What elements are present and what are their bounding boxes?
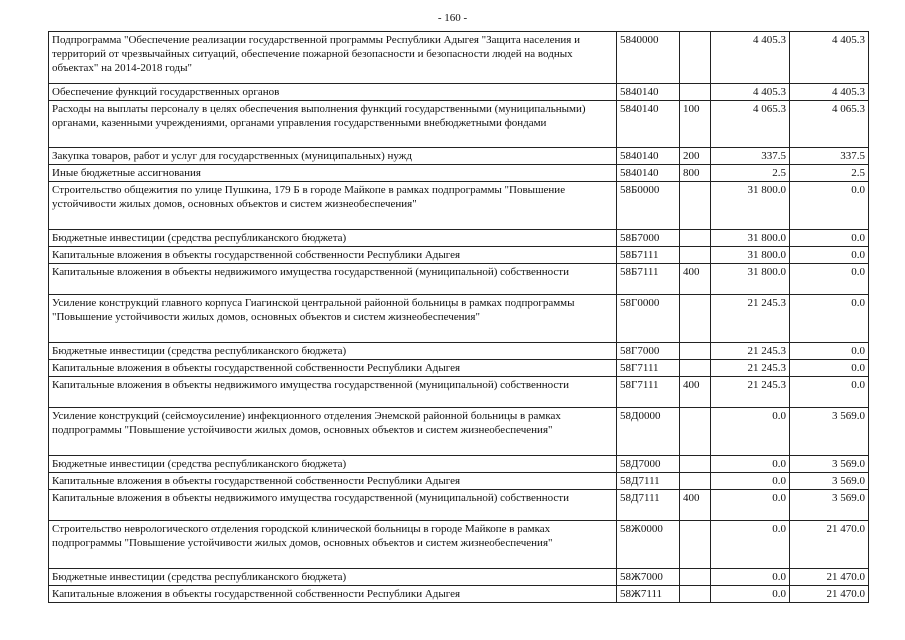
row-amount-year2: 4 405.3: [790, 32, 869, 84]
row-name: Капитальные вложения в объекты недвижимого имущества государственной (муниципальной) собственности: [49, 264, 617, 295]
row-amount-year1: 0.0: [711, 569, 790, 586]
table-row: [49, 569, 869, 586]
row-amount-year2: 0.0: [790, 343, 869, 360]
table-row: [49, 408, 869, 456]
row-amount-year2: 2.5: [790, 165, 869, 182]
row-amount-year2: 21 470.0: [790, 569, 869, 586]
row-amount-year2: 0.0: [790, 230, 869, 247]
table-row: [49, 360, 869, 377]
row-amount-year2: 0.0: [790, 377, 869, 408]
row-code: 5840140: [617, 148, 680, 165]
row-code: 58Г7111: [617, 377, 680, 408]
row-amount-year1: 21 245.3: [711, 295, 790, 343]
row-amount-year1: 31 800.0: [711, 247, 790, 264]
row-amount-year2: 337.5: [790, 148, 869, 165]
row-code: 58Б0000: [617, 182, 680, 230]
row-expense-type: [680, 295, 711, 343]
table-row: [49, 377, 869, 408]
row-amount-year1: 31 800.0: [711, 182, 790, 230]
row-expense-type: [680, 473, 711, 490]
row-amount-year1: 31 800.0: [711, 264, 790, 295]
table-row: [49, 32, 869, 84]
row-name: Капитальные вложения в объекты государственной собственности Республики Адыгея: [49, 586, 617, 603]
row-amount-year2: 0.0: [790, 182, 869, 230]
table-row: [49, 490, 869, 521]
row-expense-type: 100: [680, 101, 711, 148]
table-row: [49, 343, 869, 360]
row-name: Усиление конструкций (сейсмоусиление) инфекционного отделения Энемской районной больницы в рамках подпрограммы "Повышение устойчивости жилых домов, основных объектов и систем жизнеобеспечения": [49, 408, 617, 456]
row-name: Капитальные вложения в объекты недвижимого имущества государственной (муниципальной) собственности: [49, 377, 617, 408]
row-amount-year1: 0.0: [711, 490, 790, 521]
row-name: Капитальные вложения в объекты государственной собственности Республики Адыгея: [49, 473, 617, 490]
row-expense-type: 400: [680, 377, 711, 408]
row-expense-type: [680, 586, 711, 603]
row-name: Строительство неврологического отделения городской клинической больницы в городе Майкопе в рамках подпрограммы "Повышение устойчивости жилых домов, основных объектов и систем жизнеобеспечения": [49, 521, 617, 569]
row-code: 58Г0000: [617, 295, 680, 343]
row-amount-year2: 3 569.0: [790, 408, 869, 456]
row-amount-year1: 2.5: [711, 165, 790, 182]
row-name: Закупка товаров, работ и услуг для государственных (муниципальных) нужд: [49, 148, 617, 165]
row-amount-year2: 0.0: [790, 295, 869, 343]
row-name: Иные бюджетные ассигнования: [49, 165, 617, 182]
row-amount-year1: 0.0: [711, 408, 790, 456]
row-amount-year1: 21 245.3: [711, 343, 790, 360]
row-expense-type: [680, 343, 711, 360]
row-amount-year2: 0.0: [790, 247, 869, 264]
table-row: [49, 295, 869, 343]
table-row: [49, 101, 869, 148]
row-expense-type: [680, 247, 711, 264]
row-code: 58Б7111: [617, 247, 680, 264]
page-number: - 160 -: [437, 12, 468, 24]
row-name: Подпрограмма "Обеспечение реализации государственной программы Республики Адыгея "Защита населения и территорий от чрезвычайных ситуаций, обеспечение пожарной безопасности и безопасности людей на водных объектах" на 2014-2018 годы": [49, 32, 617, 84]
row-amount-year1: 4 065.3: [711, 101, 790, 148]
row-expense-type: 400: [680, 264, 711, 295]
row-code: 5840140: [617, 165, 680, 182]
row-amount-year1: 31 800.0: [711, 230, 790, 247]
table-row: [49, 456, 869, 473]
row-amount-year2: 21 470.0: [790, 521, 869, 569]
row-code: 5840000: [617, 32, 680, 84]
row-amount-year2: 3 569.0: [790, 473, 869, 490]
row-expense-type: 400: [680, 490, 711, 521]
row-name: Бюджетные инвестиции (средства республиканского бюджета): [49, 230, 617, 247]
row-code: 58Д7111: [617, 473, 680, 490]
row-amount-year1: 337.5: [711, 148, 790, 165]
row-code: 5840140: [617, 101, 680, 148]
row-amount-year2: 3 569.0: [790, 490, 869, 521]
row-expense-type: [680, 230, 711, 247]
row-code: 58Ж7111: [617, 586, 680, 603]
table-row: [49, 84, 869, 101]
row-expense-type: 800: [680, 165, 711, 182]
row-expense-type: [680, 569, 711, 586]
row-name: Бюджетные инвестиции (средства республиканского бюджета): [49, 456, 617, 473]
row-amount-year2: 0.0: [790, 264, 869, 295]
row-amount-year1: 0.0: [711, 456, 790, 473]
row-name: Обеспечение функций государственных органов: [49, 84, 617, 101]
row-code: 58Д0000: [617, 408, 680, 456]
row-expense-type: [680, 182, 711, 230]
row-code: 5840140: [617, 84, 680, 101]
row-amount-year2: 4 065.3: [790, 101, 869, 148]
table-row: [49, 230, 869, 247]
row-expense-type: [680, 456, 711, 473]
row-name: Бюджетные инвестиции (средства республиканского бюджета): [49, 569, 617, 586]
table-row: [49, 182, 869, 230]
row-amount-year2: 4 405.3: [790, 84, 869, 101]
row-name: Бюджетные инвестиции (средства республиканского бюджета): [49, 343, 617, 360]
row-amount-year2: 21 470.0: [790, 586, 869, 603]
row-code: 58Г7000: [617, 343, 680, 360]
row-amount-year1: 0.0: [711, 521, 790, 569]
table-row: [49, 586, 869, 603]
row-amount-year1: 0.0: [711, 586, 790, 603]
row-name: Расходы на выплаты персоналу в целях обеспечения выполнения функций государственными (муниципальными) органами, казенными учреждениями, органами управления государственными внебюджетными фондами: [49, 101, 617, 148]
row-name: Усиление конструкций главного корпуса Гиагинской центральной районной больницы в рамках подпрограммы "Повышение устойчивости жилых домов, основных объектов и систем жизнеобеспечения": [49, 295, 617, 343]
table-row: [49, 473, 869, 490]
row-amount-year1: 21 245.3: [711, 377, 790, 408]
row-expense-type: [680, 360, 711, 377]
row-amount-year2: 0.0: [790, 360, 869, 377]
table-row: [49, 165, 869, 182]
row-name: Строительство общежития по улице Пушкина, 179 Б в городе Майкопе в рамках подпрограммы "Повышение устойчивости жилых домов, основных объектов и систем жизнеобеспечения": [49, 182, 617, 230]
row-name: Капитальные вложения в объекты недвижимого имущества государственной (муниципальной) собственности: [49, 490, 617, 521]
row-amount-year1: 0.0: [711, 473, 790, 490]
row-amount-year1: 4 405.3: [711, 84, 790, 101]
row-expense-type: [680, 408, 711, 456]
row-expense-type: 200: [680, 148, 711, 165]
row-name: Капитальные вложения в объекты государственной собственности Республики Адыгея: [49, 247, 617, 264]
row-amount-year2: 3 569.0: [790, 456, 869, 473]
row-amount-year1: 4 405.3: [711, 32, 790, 84]
row-code: 58Д7111: [617, 490, 680, 521]
row-name: Капитальные вложения в объекты государственной собственности Республики Адыгея: [49, 360, 617, 377]
table-row: [49, 247, 869, 264]
row-code: 58Б7000: [617, 230, 680, 247]
table-row: [49, 264, 869, 295]
row-code: 58Д7000: [617, 456, 680, 473]
row-expense-type: [680, 84, 711, 101]
row-code: 58Ж0000: [617, 521, 680, 569]
table-row: [49, 148, 869, 165]
budget-table: [48, 31, 869, 603]
row-expense-type: [680, 32, 711, 84]
row-code: 58Б7111: [617, 264, 680, 295]
row-code: 58Ж7000: [617, 569, 680, 586]
table-row: [49, 521, 869, 569]
row-amount-year1: 21 245.3: [711, 360, 790, 377]
row-expense-type: [680, 521, 711, 569]
row-code: 58Г7111: [617, 360, 680, 377]
